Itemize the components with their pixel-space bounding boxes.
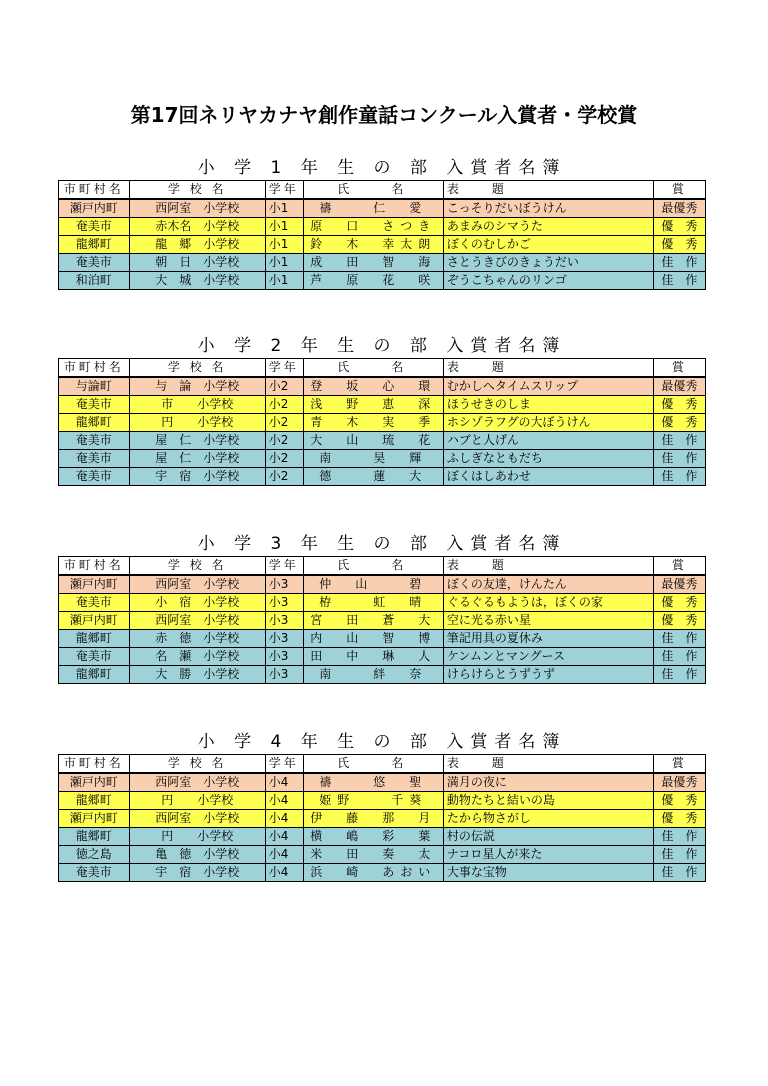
header-award: 賞 xyxy=(653,359,705,378)
student-name-cell: 田 中 琳 人 xyxy=(303,648,443,666)
work-title-cell: ぼくはしあわせ xyxy=(443,468,653,486)
header-grade: 学年 xyxy=(265,181,303,200)
work-title-cell: こっそりだいぼうけん xyxy=(443,199,653,218)
section-title: 小 学 1 年 生 の 部 入賞者名簿 xyxy=(197,158,567,178)
award-cell: 最優秀 xyxy=(653,575,705,594)
header-work-title: 表 題 xyxy=(443,181,653,200)
city-cell: 与論町 xyxy=(59,377,130,396)
work-title-cell: あまみのシマうた xyxy=(443,218,653,236)
table-row xyxy=(59,828,706,846)
student-name-cell: 南 絆 奈 xyxy=(303,666,443,684)
header-grade: 学年 xyxy=(265,359,303,378)
section-title: 小 学 4 年 生 の 部 入賞者名簿 xyxy=(197,732,567,752)
grade-cell: 小3 xyxy=(265,630,303,648)
school-cell: 宇 宿 小学校 xyxy=(129,864,265,882)
grade-cell: 小3 xyxy=(265,575,303,594)
table-row xyxy=(59,773,706,792)
award-cell: 佳 作 xyxy=(653,450,705,468)
work-title-cell: ぼくの友達，けんたん xyxy=(443,575,653,594)
school-cell: 朝 日 小学校 xyxy=(129,254,265,272)
work-title-cell: 村の伝説 xyxy=(443,828,653,846)
award-cell: 優 秀 xyxy=(653,792,705,810)
student-name-cell: 横 嶋 彩 葉 xyxy=(303,828,443,846)
city-cell: 奄美市 xyxy=(59,432,130,450)
student-name-cell: 浜 崎 あおい xyxy=(303,864,443,882)
work-title-cell: 大事な宝物 xyxy=(443,864,653,882)
student-name-cell: 登 坂 心 環 xyxy=(303,377,443,396)
award-cell: 佳 作 xyxy=(653,828,705,846)
award-cell: 佳 作 xyxy=(653,864,705,882)
header-student-name: 氏 名 xyxy=(303,359,443,378)
school-cell: 西阿室 小学校 xyxy=(129,773,265,792)
city-cell: 龍郷町 xyxy=(59,236,130,254)
header-award: 賞 xyxy=(653,181,705,200)
table-header-row xyxy=(59,755,706,774)
award-cell: 優 秀 xyxy=(653,236,705,254)
award-cell: 最優秀 xyxy=(653,773,705,792)
table-row xyxy=(59,272,706,290)
header-city: 市町村名 xyxy=(59,557,130,576)
student-name-cell: 禱 仁 愛 xyxy=(303,199,443,218)
school-cell: 小 宿 小学校 xyxy=(129,594,265,612)
city-cell: 龍郷町 xyxy=(59,828,130,846)
header-city: 市町村名 xyxy=(59,755,130,774)
work-title-cell: むかしへタイムスリップ xyxy=(443,377,653,396)
city-cell: 瀬戸内町 xyxy=(59,612,130,630)
grade-cell: 小2 xyxy=(265,450,303,468)
school-cell: 龍 郷 小学校 xyxy=(129,236,265,254)
student-name-cell: 南 昊 輝 xyxy=(303,450,443,468)
city-cell: 龍郷町 xyxy=(59,792,130,810)
student-name-cell: 大 山 琉 花 xyxy=(303,432,443,450)
work-title-cell: 空に光る赤い星 xyxy=(443,612,653,630)
city-cell: 奄美市 xyxy=(59,594,130,612)
table-row xyxy=(59,612,706,630)
work-title-cell: ほうせきのしま xyxy=(443,396,653,414)
award-cell: 佳 作 xyxy=(653,666,705,684)
grade-cell: 小3 xyxy=(265,648,303,666)
work-title-cell: ぐるぐるもようは，ぼくの家 xyxy=(443,594,653,612)
winners-table xyxy=(58,180,706,290)
city-cell: 瀬戸内町 xyxy=(59,810,130,828)
work-title-cell: ぞうこちゃんのリンゴ xyxy=(443,272,653,290)
student-name-cell: 鈴 木 幸太朗 xyxy=(303,236,443,254)
award-cell: 佳 作 xyxy=(653,630,705,648)
table-row xyxy=(59,396,706,414)
section-title: 小 学 3 年 生 の 部 入賞者名簿 xyxy=(197,534,567,554)
page-title: 第17回ネリヤカナヤ創作童話コンクール入賞者・学校賞 xyxy=(130,103,638,127)
header-student-name: 氏 名 xyxy=(303,755,443,774)
school-cell: 円 小学校 xyxy=(129,792,265,810)
table-row xyxy=(59,792,706,810)
award-cell: 佳 作 xyxy=(653,468,705,486)
header-work-title: 表 題 xyxy=(443,557,653,576)
award-cell: 佳 作 xyxy=(653,272,705,290)
header-school: 学 校 名 xyxy=(129,557,265,576)
school-cell: 円 小学校 xyxy=(129,414,265,432)
city-cell: 瀬戸内町 xyxy=(59,575,130,594)
section-title: 小 学 2 年 生 の 部 入賞者名簿 xyxy=(197,336,567,356)
award-cell: 優 秀 xyxy=(653,612,705,630)
student-name-cell: 青 木 実 季 xyxy=(303,414,443,432)
winners-table xyxy=(58,754,706,882)
school-cell: 宇 宿 小学校 xyxy=(129,468,265,486)
city-cell: 奄美市 xyxy=(59,864,130,882)
table-row xyxy=(59,648,706,666)
grade-cell: 小4 xyxy=(265,810,303,828)
school-cell: 屋 仁 小学校 xyxy=(129,450,265,468)
student-name-cell: 栫 虹 晴 xyxy=(303,594,443,612)
grade-cell: 小3 xyxy=(265,612,303,630)
award-cell: 優 秀 xyxy=(653,218,705,236)
header-school: 学 校 名 xyxy=(129,359,265,378)
table-header-row xyxy=(59,181,706,200)
work-title-cell: たから物さがし xyxy=(443,810,653,828)
award-cell: 優 秀 xyxy=(653,594,705,612)
grade-cell: 小3 xyxy=(265,666,303,684)
header-city: 市町村名 xyxy=(59,181,130,200)
table-row xyxy=(59,630,706,648)
school-cell: 西阿室 小学校 xyxy=(129,612,265,630)
school-cell: 市 小学校 xyxy=(129,396,265,414)
header-grade: 学年 xyxy=(265,557,303,576)
student-name-cell: 芦 原 花 咲 xyxy=(303,272,443,290)
table-row xyxy=(59,864,706,882)
school-cell: 屋 仁 小学校 xyxy=(129,432,265,450)
city-cell: 龍郷町 xyxy=(59,666,130,684)
header-school: 学 校 名 xyxy=(129,755,265,774)
table-row xyxy=(59,236,706,254)
header-grade: 学年 xyxy=(265,755,303,774)
work-title-cell: ホシゾラフグの大ぼうけん xyxy=(443,414,653,432)
student-name-cell: 宮 田 蒼 大 xyxy=(303,612,443,630)
award-cell: 佳 作 xyxy=(653,846,705,864)
award-cell: 佳 作 xyxy=(653,254,705,272)
section-grade-3 xyxy=(58,532,706,684)
school-cell: 赤 徳 小学校 xyxy=(129,630,265,648)
work-title-cell: ふしぎなともだち xyxy=(443,450,653,468)
table-row xyxy=(59,199,706,218)
city-cell: 和泊町 xyxy=(59,272,130,290)
school-cell: 西阿室 小学校 xyxy=(129,575,265,594)
city-cell: 奄美市 xyxy=(59,218,130,236)
table-row xyxy=(59,594,706,612)
award-cell: 最優秀 xyxy=(653,377,705,396)
work-title-cell: ナコロ星人が来た xyxy=(443,846,653,864)
table-header-row xyxy=(59,557,706,576)
grade-cell: 小1 xyxy=(265,199,303,218)
section-grade-1 xyxy=(58,156,706,290)
work-title-cell: ハブと人げん xyxy=(443,432,653,450)
grade-cell: 小4 xyxy=(265,792,303,810)
student-name-cell: 伊 藤 那 月 xyxy=(303,810,443,828)
work-title-cell: さとうきびのきょうだい xyxy=(443,254,653,272)
table-row xyxy=(59,810,706,828)
work-title-cell: けらけらとうずうず xyxy=(443,666,653,684)
student-name-cell: 原 口 さつき xyxy=(303,218,443,236)
school-cell: 西阿室 小学校 xyxy=(129,199,265,218)
grade-cell: 小1 xyxy=(265,272,303,290)
section-grade-2 xyxy=(58,334,706,486)
header-award: 賞 xyxy=(653,557,705,576)
award-cell: 優 秀 xyxy=(653,414,705,432)
table-row xyxy=(59,414,706,432)
school-cell: 与 論 小学校 xyxy=(129,377,265,396)
table-row xyxy=(59,432,706,450)
work-title-cell: 筆記用具の夏休み xyxy=(443,630,653,648)
school-cell: 亀 徳 小学校 xyxy=(129,846,265,864)
grade-cell: 小2 xyxy=(265,414,303,432)
grade-cell: 小2 xyxy=(265,432,303,450)
winners-table xyxy=(58,358,706,486)
city-cell: 瀬戸内町 xyxy=(59,199,130,218)
table-row xyxy=(59,218,706,236)
table-header-row xyxy=(59,359,706,378)
table-row xyxy=(59,666,706,684)
city-cell: 龍郷町 xyxy=(59,414,130,432)
city-cell: 奄美市 xyxy=(59,648,130,666)
table-row xyxy=(59,846,706,864)
student-name-cell: 禱 悠 聖 xyxy=(303,773,443,792)
header-city: 市町村名 xyxy=(59,359,130,378)
table-row xyxy=(59,254,706,272)
city-cell: 奄美市 xyxy=(59,468,130,486)
section-grade-4 xyxy=(58,730,706,882)
city-cell: 徳之島 xyxy=(59,846,130,864)
work-title-cell: ぼくのむしかご xyxy=(443,236,653,254)
student-name-cell: 成 田 智 海 xyxy=(303,254,443,272)
school-cell: 西阿室 小学校 xyxy=(129,810,265,828)
city-cell: 奄美市 xyxy=(59,450,130,468)
header-school: 学 校 名 xyxy=(129,181,265,200)
city-cell: 奄美市 xyxy=(59,396,130,414)
city-cell: 奄美市 xyxy=(59,254,130,272)
student-name-cell: 浅 野 恵 深 xyxy=(303,396,443,414)
award-cell: 最優秀 xyxy=(653,199,705,218)
grade-cell: 小2 xyxy=(265,377,303,396)
work-title-cell: 満月の夜に xyxy=(443,773,653,792)
student-name-cell: 仲 山 碧 xyxy=(303,575,443,594)
grade-cell: 小4 xyxy=(265,828,303,846)
student-name-cell: 内 山 智 博 xyxy=(303,630,443,648)
grade-cell: 小2 xyxy=(265,468,303,486)
grade-cell: 小1 xyxy=(265,254,303,272)
winners-table xyxy=(58,556,706,684)
header-work-title: 表 題 xyxy=(443,359,653,378)
grade-cell: 小3 xyxy=(265,594,303,612)
grade-cell: 小1 xyxy=(265,218,303,236)
school-cell: 名 瀬 小学校 xyxy=(129,648,265,666)
award-cell: 優 秀 xyxy=(653,396,705,414)
header-work-title: 表 題 xyxy=(443,755,653,774)
grade-cell: 小4 xyxy=(265,773,303,792)
grade-cell: 小1 xyxy=(265,236,303,254)
city-cell: 瀬戸内町 xyxy=(59,773,130,792)
city-cell: 龍郷町 xyxy=(59,630,130,648)
school-cell: 大 勝 小学校 xyxy=(129,666,265,684)
table-row xyxy=(59,575,706,594)
award-cell: 佳 作 xyxy=(653,432,705,450)
school-cell: 円 小学校 xyxy=(129,828,265,846)
grade-cell: 小4 xyxy=(265,846,303,864)
table-row xyxy=(59,450,706,468)
header-student-name: 氏 名 xyxy=(303,557,443,576)
header-award: 賞 xyxy=(653,755,705,774)
school-cell: 大 城 小学校 xyxy=(129,272,265,290)
grade-cell: 小2 xyxy=(265,396,303,414)
table-row xyxy=(59,377,706,396)
work-title-cell: ケンムンとマングース xyxy=(443,648,653,666)
school-cell: 赤木名 小学校 xyxy=(129,218,265,236)
student-name-cell: 米 田 奏 太 xyxy=(303,846,443,864)
award-cell: 佳 作 xyxy=(653,648,705,666)
student-name-cell: 德 蓮 大 xyxy=(303,468,443,486)
header-student-name: 氏 名 xyxy=(303,181,443,200)
work-title-cell: 動物たちと結いの島 xyxy=(443,792,653,810)
table-row xyxy=(59,468,706,486)
student-name-cell: 姫野 千葵 xyxy=(303,792,443,810)
award-cell: 優 秀 xyxy=(653,810,705,828)
grade-cell: 小4 xyxy=(265,864,303,882)
